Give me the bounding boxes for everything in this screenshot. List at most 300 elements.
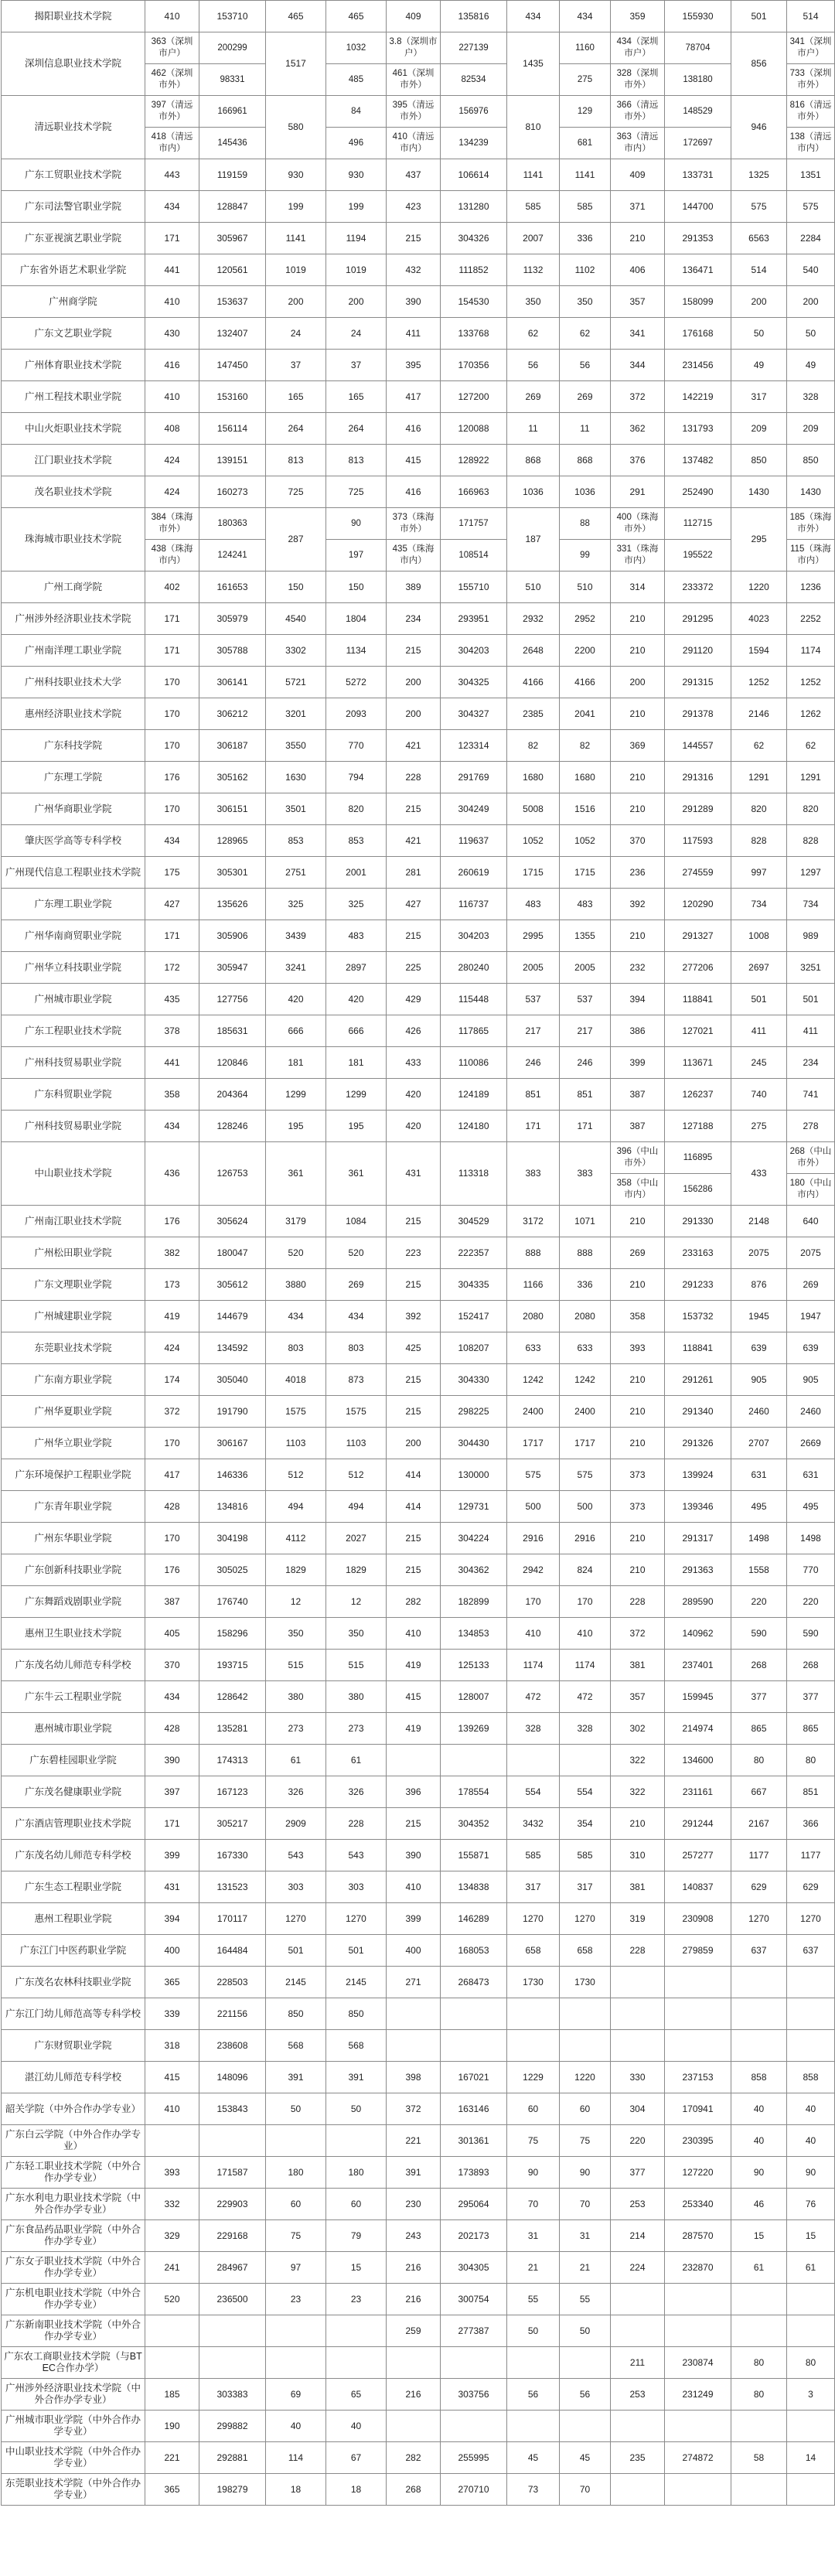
- table-row: [2, 1206, 835, 1237]
- table-cell: 462（深圳市外）: [145, 64, 199, 96]
- school-name-cell: 广东女子职业技术学院（中外合作办学专业）: [2, 2252, 145, 2284]
- table-cell: 164484: [199, 1935, 266, 1967]
- table-cell: 216: [387, 2284, 441, 2315]
- table-cell: 174: [145, 1364, 199, 1396]
- table-cell: 269: [560, 381, 611, 413]
- table-cell: 725: [326, 476, 387, 508]
- table-cell: 106614: [441, 159, 507, 191]
- table-cell: 127021: [665, 1015, 731, 1047]
- table-cell: 291120: [665, 635, 731, 667]
- table-cell: 1019: [326, 254, 387, 286]
- table-cell: 165: [326, 381, 387, 413]
- table-cell: 1558: [731, 1554, 787, 1586]
- table-row: [2, 1459, 835, 1491]
- school-name-cell: 广州商学院: [2, 286, 145, 318]
- table-cell: [507, 2030, 560, 2062]
- table-row: [2, 984, 835, 1015]
- table-cell: 420: [266, 984, 326, 1015]
- table-cell: 4112: [266, 1523, 326, 1554]
- school-name-cell: 东莞职业技术学院: [2, 1332, 145, 1364]
- table-cell: [731, 2030, 787, 2062]
- table-cell: 120290: [665, 889, 731, 920]
- table-cell: 865: [731, 1713, 787, 1745]
- table-cell: 1730: [507, 1967, 560, 1998]
- table-cell: 170941: [665, 2093, 731, 2125]
- table-cell: 317: [560, 1871, 611, 1903]
- table-cell: 2909: [266, 1808, 326, 1840]
- table-cell: 227139: [441, 32, 507, 64]
- table-cell: 305301: [199, 857, 266, 889]
- table-cell: 1291: [787, 762, 835, 793]
- table-cell: 224: [611, 2252, 665, 2284]
- table-cell: 1270: [787, 1903, 835, 1935]
- table-cell: 1236: [787, 571, 835, 603]
- school-name-cell: 江门职业技术学院: [2, 445, 145, 476]
- table-cell: 50: [787, 318, 835, 350]
- table-row: [2, 825, 835, 857]
- table-cell: 512: [326, 1459, 387, 1491]
- table-cell: 865: [787, 1713, 835, 1745]
- table-cell: 90: [787, 2157, 835, 2189]
- table-cell: 421: [387, 730, 441, 762]
- table-cell: 520: [145, 2284, 199, 2315]
- table-cell: 132407: [199, 318, 266, 350]
- table-cell: 176: [145, 1206, 199, 1237]
- table-cell: 433: [731, 1142, 787, 1206]
- table-cell: 287: [266, 508, 326, 571]
- table-cell: 2007: [507, 223, 560, 254]
- table-cell: [441, 2411, 507, 2442]
- table-cell: 90: [560, 2157, 611, 2189]
- table-cell: 113318: [441, 1142, 507, 1206]
- table-cell: 816（清远市外）: [787, 96, 835, 128]
- table-cell: 391: [266, 2062, 326, 2093]
- school-name-cell: 广州华商职业学院: [2, 793, 145, 825]
- table-cell: 828: [731, 825, 787, 857]
- table-cell: 171: [145, 635, 199, 667]
- table-cell: 501: [266, 1935, 326, 1967]
- table-cell: 291295: [665, 603, 731, 635]
- school-name-cell: 广东茂名幼儿师范专科学校: [2, 1840, 145, 1871]
- table-cell: 1220: [560, 2062, 611, 2093]
- table-cell: 24: [266, 318, 326, 350]
- table-cell: 56: [507, 350, 560, 381]
- table-cell: 165: [266, 381, 326, 413]
- table-cell: 62: [507, 318, 560, 350]
- table-cell: 1680: [560, 762, 611, 793]
- table-cell: 2284: [787, 223, 835, 254]
- table-cell: 128922: [441, 445, 507, 476]
- table-row: [2, 2411, 835, 2442]
- table-cell: 153843: [199, 2093, 266, 2125]
- table-cell: 512: [266, 1459, 326, 1491]
- table-cell: 387: [145, 1586, 199, 1618]
- table-cell: 304326: [441, 223, 507, 254]
- table-cell: 217: [507, 1015, 560, 1047]
- table-cell: [507, 2411, 560, 2442]
- table-cell: 125133: [441, 1650, 507, 1681]
- table-cell: 411: [387, 318, 441, 350]
- table-cell: 49: [731, 350, 787, 381]
- table-cell: 282: [387, 1586, 441, 1618]
- table-cell: 411: [787, 1015, 835, 1047]
- table-cell: 80: [731, 2347, 787, 2379]
- table-cell: 304249: [441, 793, 507, 825]
- table-cell: 255995: [441, 2442, 507, 2474]
- table-cell: 198279: [199, 2474, 266, 2506]
- table-cell: 195: [266, 1111, 326, 1142]
- school-name-cell: 广东白云学院（中外合作办学专业）: [2, 2125, 145, 2157]
- table-cell: 167330: [199, 1840, 266, 1871]
- table-cell: 358（中山市内）: [611, 1174, 665, 1206]
- school-name-cell: 广东江门中医药职业学院: [2, 1935, 145, 1967]
- table-cell: 1517: [266, 32, 326, 96]
- school-name-cell: 广州体育职业技术学院: [2, 350, 145, 381]
- table-cell: 410: [387, 1871, 441, 1903]
- table-cell: 170: [507, 1586, 560, 1618]
- table-cell: [611, 2474, 665, 2506]
- table-cell: 431: [145, 1871, 199, 1903]
- table-cell: 666: [326, 1015, 387, 1047]
- table-cell: 1498: [787, 1523, 835, 1554]
- table-cell: 639: [731, 1332, 787, 1364]
- table-cell: 129731: [441, 1491, 507, 1523]
- table-cell: 1270: [326, 1903, 387, 1935]
- table-cell: 501: [731, 984, 787, 1015]
- table-row: [2, 1713, 835, 1745]
- table-cell: 56: [507, 2379, 560, 2411]
- school-name-cell: 广州现代信息工程职业技术学院: [2, 857, 145, 889]
- table-cell: 172: [145, 952, 199, 984]
- school-name-cell: 广州城市职业学院（中外合作办学专业）: [2, 2411, 145, 2442]
- table-row: [2, 1840, 835, 1871]
- table-cell: 357: [611, 1681, 665, 1713]
- table-cell: 215: [387, 223, 441, 254]
- table-cell: 1715: [560, 857, 611, 889]
- table-cell: 174313: [199, 1745, 266, 1776]
- table-cell: 73: [507, 2474, 560, 2506]
- table-cell: [441, 2030, 507, 2062]
- table-cell: 128007: [441, 1681, 507, 1713]
- table-cell: 3251: [787, 952, 835, 984]
- table-cell: [560, 1745, 611, 1776]
- table-cell: 199: [326, 191, 387, 223]
- table-cell: [787, 2474, 835, 2506]
- table-cell: 304325: [441, 667, 507, 698]
- table-row: [2, 857, 835, 889]
- table-cell: [665, 2284, 731, 2315]
- table-cell: 187: [507, 508, 560, 571]
- table-cell: 180363: [199, 508, 266, 540]
- table-cell: 387: [611, 1111, 665, 1142]
- school-name-cell: 清远职业技术学院: [2, 96, 145, 159]
- table-cell: 2916: [560, 1523, 611, 1554]
- table-cell: 228: [387, 762, 441, 793]
- table-cell: 18: [266, 2474, 326, 2506]
- school-name-cell: 广东南方职业学院: [2, 1364, 145, 1396]
- table-cell: 123314: [441, 730, 507, 762]
- table-cell: 200: [731, 286, 787, 318]
- table-cell: 537: [560, 984, 611, 1015]
- table-cell: 182899: [441, 1586, 507, 1618]
- table-row: [2, 2093, 835, 2125]
- table-cell: 136471: [665, 254, 731, 286]
- table-cell: 140837: [665, 1871, 731, 1903]
- table-cell: 23: [266, 2284, 326, 2315]
- table-cell: 215: [387, 1808, 441, 1840]
- table-cell: 61: [731, 2252, 787, 2284]
- table-cell: 150: [326, 571, 387, 603]
- school-name-cell: 广东农工商职业技术学院（与BTEC合作办学）: [2, 2347, 145, 2379]
- table-cell: 303: [266, 1871, 326, 1903]
- table-cell: 231456: [665, 350, 731, 381]
- score-table: [1, 0, 835, 2506]
- table-cell: 277206: [665, 952, 731, 984]
- table-cell: 381: [611, 1871, 665, 1903]
- table-row: [2, 1015, 835, 1047]
- table-cell: 274872: [665, 2442, 731, 2474]
- table-cell: 50: [326, 2093, 387, 2125]
- table-cell: 170117: [199, 1903, 266, 1935]
- school-name-cell: 广州南江职业技术学院: [2, 1206, 145, 1237]
- table-cell: 168053: [441, 1935, 507, 1967]
- school-name-cell: 广东生态工程职业学院: [2, 1871, 145, 1903]
- table-row: [2, 2315, 835, 2347]
- table-cell: 78704: [665, 32, 731, 64]
- table-cell: 304330: [441, 1364, 507, 1396]
- table-cell: 214974: [665, 1713, 731, 1745]
- table-cell: 281: [387, 857, 441, 889]
- table-cell: 1270: [560, 1903, 611, 1935]
- admission-score-table: [1, 0, 834, 2506]
- table-cell: 629: [731, 1871, 787, 1903]
- table-row: [2, 2474, 835, 2506]
- table-cell: 472: [560, 1681, 611, 1713]
- table-cell: 115448: [441, 984, 507, 1015]
- school-name-cell: 揭阳职业技术学院: [2, 1, 145, 32]
- school-name-cell: 广东亚视演艺职业学院: [2, 223, 145, 254]
- table-cell: 170: [145, 698, 199, 730]
- table-cell: 465: [266, 1, 326, 32]
- table-cell: 410: [145, 381, 199, 413]
- table-cell: 291317: [665, 1523, 731, 1554]
- table-cell: 24: [326, 318, 387, 350]
- table-cell: 223: [387, 1237, 441, 1269]
- school-name-cell: 惠州工程职业学院: [2, 1903, 145, 1935]
- table-cell: 146336: [199, 1459, 266, 1491]
- table-cell: 228: [326, 1808, 387, 1840]
- table-cell: 304352: [441, 1808, 507, 1840]
- table-cell: 3241: [266, 952, 326, 984]
- table-cell: 5272: [326, 667, 387, 698]
- table-cell: 305947: [199, 952, 266, 984]
- table-cell: 176: [145, 1554, 199, 1586]
- table-cell: 813: [326, 445, 387, 476]
- table-cell: 156286: [665, 1174, 731, 1206]
- table-row: [2, 698, 835, 730]
- table-cell: 373: [611, 1491, 665, 1523]
- table-cell: 392: [611, 889, 665, 920]
- table-cell: 200: [387, 698, 441, 730]
- table-cell: [326, 2315, 387, 2347]
- table-row: [2, 1935, 835, 1967]
- table-cell: 394: [145, 1903, 199, 1935]
- table-cell: 410: [387, 1618, 441, 1650]
- table-cell: 515: [266, 1650, 326, 1681]
- table-cell: 171: [145, 1808, 199, 1840]
- table-cell: 803: [326, 1332, 387, 1364]
- table-cell: 344: [611, 350, 665, 381]
- table-cell: 282: [387, 2442, 441, 2474]
- table-cell: 134838: [441, 1871, 507, 1903]
- table-row: [2, 1554, 835, 1586]
- table-cell: [731, 2411, 787, 2442]
- table-cell: 380: [326, 1681, 387, 1713]
- table-cell: [441, 1998, 507, 2030]
- table-cell: 1947: [787, 1301, 835, 1332]
- table-cell: 167123: [199, 1776, 266, 1808]
- table-cell: 305967: [199, 223, 266, 254]
- table-cell: 291353: [665, 223, 731, 254]
- table-cell: 200299: [199, 32, 266, 64]
- table-cell: 930: [326, 159, 387, 191]
- table-cell: 2697: [731, 952, 787, 984]
- school-name-cell: 广东食品药品职业学院（中外合作办学专业）: [2, 2220, 145, 2252]
- table-cell: [199, 2125, 266, 2157]
- table-cell: 390: [387, 1840, 441, 1871]
- table-cell: 658: [507, 1935, 560, 1967]
- school-name-cell: 广东新南职业技术学院（中外合作办学专业）: [2, 2315, 145, 2347]
- table-cell: 291327: [665, 920, 731, 952]
- table-cell: 161653: [199, 571, 266, 603]
- school-name-cell: 韶关学院（中外合作办学专业）: [2, 2093, 145, 2125]
- table-cell: 431: [387, 1142, 441, 1206]
- table-cell: 2400: [507, 1396, 560, 1428]
- table-cell: 133768: [441, 318, 507, 350]
- table-cell: 31: [560, 2220, 611, 2252]
- table-cell: 295064: [441, 2189, 507, 2220]
- table-row: [2, 1523, 835, 1554]
- table-cell: [560, 2347, 611, 2379]
- table-row: [2, 1, 835, 32]
- table-cell: 392: [387, 1301, 441, 1332]
- table-cell: 80: [787, 2347, 835, 2379]
- table-cell: 585: [560, 1840, 611, 1871]
- table-cell: 117593: [665, 825, 731, 857]
- table-cell: 230908: [665, 1903, 731, 1935]
- table-cell: 181: [266, 1047, 326, 1079]
- table-cell: 410: [145, 1, 199, 32]
- table-cell: [507, 1998, 560, 2030]
- table-cell: 1270: [507, 1903, 560, 1935]
- table-cell: 850: [731, 445, 787, 476]
- table-cell: 135816: [441, 1, 507, 32]
- table-cell: 377: [787, 1681, 835, 1713]
- table-cell: 358: [145, 1079, 199, 1111]
- table-cell: 414: [387, 1491, 441, 1523]
- table-cell: 253340: [665, 2189, 731, 2220]
- table-cell: 292881: [199, 2442, 266, 2474]
- table-cell: 370: [145, 1650, 199, 1681]
- table-cell: [387, 2030, 441, 2062]
- table-cell: 1299: [326, 1079, 387, 1111]
- table-cell: 1430: [787, 476, 835, 508]
- table-cell: 56: [560, 2379, 611, 2411]
- table-cell: 171: [560, 1111, 611, 1142]
- table-cell: 128847: [199, 191, 266, 223]
- table-cell: 153160: [199, 381, 266, 413]
- school-name-cell: 广州城建职业学院: [2, 1301, 145, 1332]
- table-cell: 419: [145, 1301, 199, 1332]
- table-row: [2, 1269, 835, 1301]
- table-cell: 126753: [199, 1142, 266, 1206]
- table-cell: 116737: [441, 889, 507, 920]
- table-cell: 372: [611, 1618, 665, 1650]
- table-row: [2, 1745, 835, 1776]
- table-cell: 15: [787, 2220, 835, 2252]
- table-cell: 408: [145, 413, 199, 445]
- table-cell: 495: [787, 1491, 835, 1523]
- table-cell: 304305: [441, 2252, 507, 2284]
- table-cell: 395（清远市外）: [387, 96, 441, 128]
- table-cell: 554: [560, 1776, 611, 1808]
- table-cell: 237153: [665, 2062, 731, 2093]
- table-cell: 575: [731, 191, 787, 223]
- table-cell: 40: [731, 2125, 787, 2157]
- table-cell: 304203: [441, 635, 507, 667]
- table-cell: 820: [731, 793, 787, 825]
- table-cell: 437: [387, 159, 441, 191]
- table-cell: 1103: [266, 1428, 326, 1459]
- table-row: [2, 1332, 835, 1364]
- table-cell: 62: [787, 730, 835, 762]
- table-cell: 306212: [199, 698, 266, 730]
- table-cell: 1252: [787, 667, 835, 698]
- table-cell: 210: [611, 1396, 665, 1428]
- table-cell: [387, 2347, 441, 2379]
- table-cell: 443: [145, 159, 199, 191]
- table-cell: 118841: [665, 984, 731, 1015]
- table-row: [2, 1903, 835, 1935]
- table-cell: 1717: [507, 1428, 560, 1459]
- table-cell: 291289: [665, 793, 731, 825]
- table-row: [2, 350, 835, 381]
- table-cell: 420: [326, 984, 387, 1015]
- table-cell: 2400: [560, 1396, 611, 1428]
- table-cell: 500: [507, 1491, 560, 1523]
- table-cell: 1141: [560, 159, 611, 191]
- school-name-cell: 广东司法警官职业学院: [2, 191, 145, 223]
- table-cell: 277387: [441, 2315, 507, 2347]
- table-cell: 376: [611, 445, 665, 476]
- table-cell: [145, 2315, 199, 2347]
- table-cell: 390: [387, 286, 441, 318]
- table-cell: 400: [145, 1935, 199, 1967]
- school-name-cell: 广州东华职业学院: [2, 1523, 145, 1554]
- table-cell: 60: [507, 2093, 560, 2125]
- table-cell: 434: [145, 825, 199, 857]
- table-cell: 180047: [199, 1237, 266, 1269]
- table-cell: 1717: [560, 1428, 611, 1459]
- table-cell: 1052: [507, 825, 560, 857]
- table-cell: [507, 1745, 560, 1776]
- table-cell: [665, 1998, 731, 2030]
- table-cell: 495: [731, 1491, 787, 1523]
- table-cell: 15: [326, 2252, 387, 2284]
- table-cell: 23: [326, 2284, 387, 2315]
- table-cell: 150: [266, 571, 326, 603]
- table-cell: 291261: [665, 1364, 731, 1396]
